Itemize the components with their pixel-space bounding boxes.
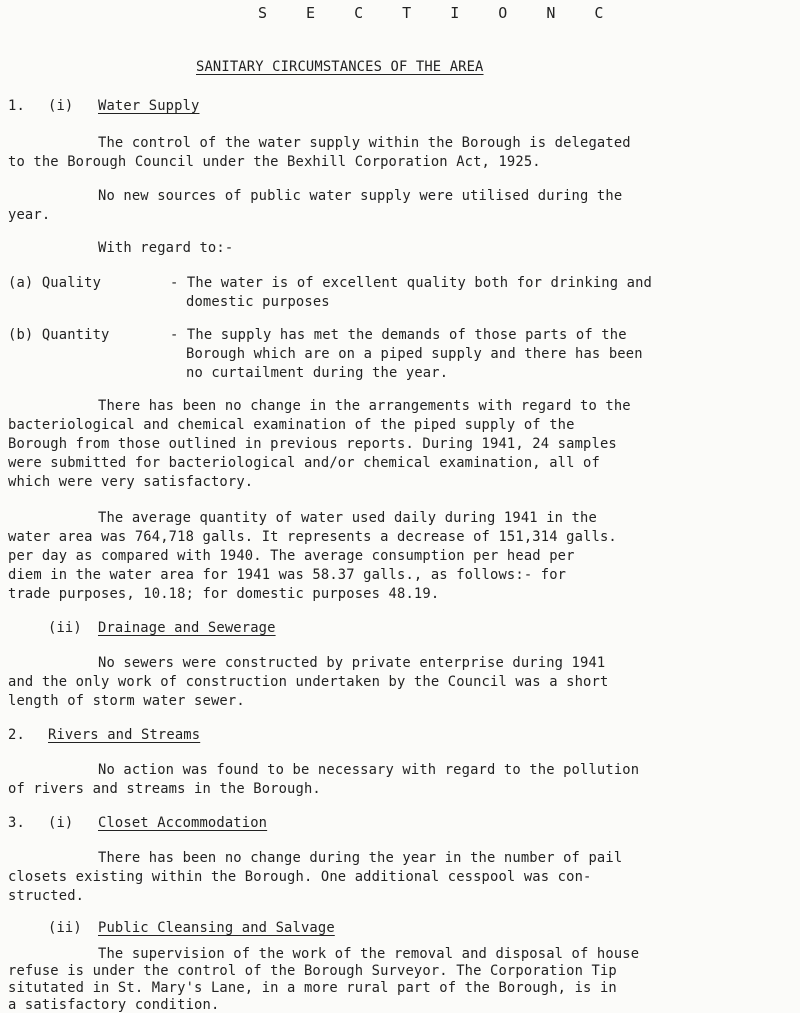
paragraph-line: to the Borough Council under the Bexhill Corporation Act, 1925. — [8, 154, 541, 170]
section-2-number: 2. — [8, 727, 25, 743]
subsection-ii-label: (ii) — [48, 620, 82, 636]
paragraph-line: No sewers were constructed by private enterprise during 1941 — [98, 655, 606, 671]
subsection-i-label: (i) — [48, 98, 74, 114]
paragraph-line: water area was 764,718 galls. It represents a decrease of 151,314 galls. — [8, 529, 617, 545]
subsection-i-label: (i) — [48, 815, 74, 831]
water-supply-heading: Water Supply — [98, 98, 200, 114]
paragraph-line: trade purposes, 10.18; for domestic purposes 48.19. — [8, 586, 440, 602]
quality-text: - The water is of excellent quality both for drinking and — [170, 275, 653, 291]
paragraph-line: year. — [8, 207, 51, 223]
section-heading: S E C T I O N C — [258, 4, 619, 22]
paragraph-line: bacteriological and chemical examination of the piped supply of the — [8, 417, 575, 433]
paragraph-line: and the only work of construction undertaken by the Council was a short — [8, 674, 609, 690]
section-1-number: 1. — [8, 98, 25, 114]
closet-heading: Closet Accommodation — [98, 815, 268, 831]
paragraph-line: No action was found to be necessary with regard to the pollution — [98, 762, 640, 778]
paragraph-line: With regard to:- — [98, 240, 234, 256]
rivers-heading: Rivers and Streams — [48, 727, 201, 743]
paragraph-line: of rivers and streams in the Borough. — [8, 781, 321, 797]
quantity-text: no curtailment during the year. — [186, 365, 449, 381]
quantity-label: (b) Quantity — [8, 327, 110, 343]
paragraph-line: length of storm water sewer. — [8, 693, 245, 709]
paragraph-line: closets existing within the Borough. One additional cesspool was con- — [8, 869, 592, 885]
quality-text: domestic purposes — [186, 294, 330, 310]
paragraph-line: The supervision of the work of the removal and disposal of house — [98, 946, 640, 962]
paragraph-line: There has been no change during the year in the number of pail — [98, 850, 623, 866]
quantity-text: Borough which are on a piped supply and there has been — [186, 346, 643, 362]
paragraph-line: diem in the water area for 1941 was 58.37 galls., as follows:- for — [8, 567, 567, 583]
paragraph-line: were submitted for bacteriological and/or chemical examination, all of — [8, 455, 600, 471]
paragraph-line: a satisfactory condition. — [8, 997, 220, 1013]
page-title: SANITARY CIRCUMSTANCES OF THE AREA — [196, 59, 484, 75]
paragraph-line: situtated in St. Mary's Lane, in a more rural part of the Borough, is in — [8, 980, 617, 996]
paragraph-line: The average quantity of water used daily during 1941 in the — [98, 510, 597, 526]
subsection-ii-label: (ii) — [48, 920, 82, 936]
paragraph-line: There has been no change in the arrangements with regard to the — [98, 398, 631, 414]
cleansing-heading: Public Cleansing and Salvage — [98, 920, 335, 936]
drainage-heading: Drainage and Sewerage — [98, 620, 276, 636]
paragraph-line: which were very satisfactory. — [8, 474, 254, 490]
paragraph-line: No new sources of public water supply were utilised during the — [98, 188, 623, 204]
paragraph-line: Borough from those outlined in previous reports. During 1941, 24 samples — [8, 436, 617, 452]
paragraph-line: structed. — [8, 888, 85, 904]
paragraph-line: per day as compared with 1940. The average consumption per head per — [8, 548, 575, 564]
paragraph-line: The control of the water supply within the Borough is delegated — [98, 135, 631, 151]
quantity-text: - The supply has met the demands of those parts of the — [170, 327, 627, 343]
quality-label: (a) Quality — [8, 275, 102, 291]
paragraph-line: refuse is under the control of the Borough Surveyor. The Corporation Tip — [8, 963, 617, 979]
section-3-number: 3. — [8, 815, 25, 831]
